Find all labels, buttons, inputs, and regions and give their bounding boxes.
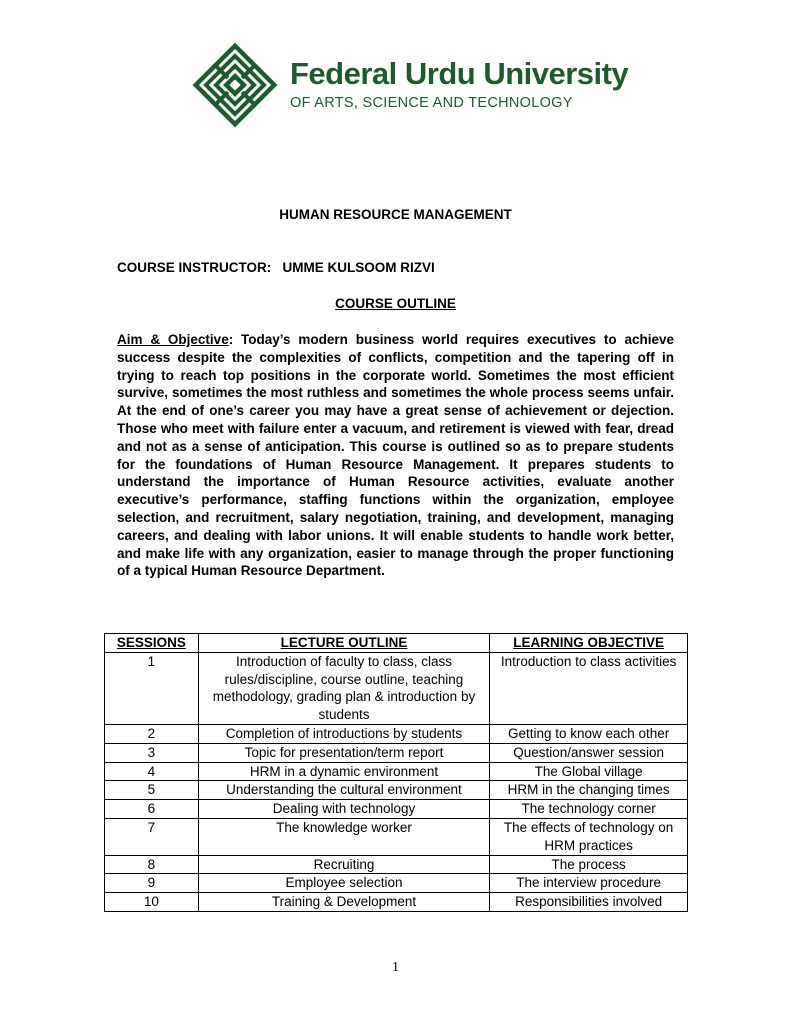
session-number: 6 bbox=[105, 800, 199, 819]
page-number: 1 bbox=[392, 960, 399, 975]
learning-objective: The interview procedure bbox=[490, 874, 688, 893]
session-number: 10 bbox=[105, 893, 199, 912]
table-row bbox=[105, 652, 688, 724]
lecture-outline: Topic for presentation/term report bbox=[198, 743, 489, 762]
lecture-outline: Employee selection bbox=[198, 874, 489, 893]
university-name: Federal Urdu University bbox=[290, 56, 629, 91]
session-number: 9 bbox=[105, 874, 199, 893]
lecture-outline: Recruiting bbox=[198, 855, 489, 874]
learning-objective: Responsibilities involved bbox=[490, 893, 688, 912]
header-learning-objective: LEARNING OBJECTIVE bbox=[490, 634, 688, 653]
document-title: HUMAN RESOURCE MANAGEMENT bbox=[279, 207, 512, 222]
lecture-outline: Understanding the cultural environment bbox=[198, 781, 489, 800]
aim-objective-paragraph bbox=[117, 331, 674, 580]
learning-objective: The Global village bbox=[490, 762, 688, 781]
table-row bbox=[105, 781, 688, 800]
lecture-outline: HRM in a dynamic environment bbox=[198, 762, 489, 781]
sessions-table bbox=[104, 633, 688, 912]
learning-objective: The effects of technology on HRM practices bbox=[490, 818, 688, 855]
session-number: 2 bbox=[105, 724, 199, 743]
lecture-outline: Completion of introductions by students bbox=[198, 724, 489, 743]
learning-objective: HRM in the changing times bbox=[490, 781, 688, 800]
session-number: 5 bbox=[105, 781, 199, 800]
header-lecture-outline: LECTURE OUTLINE bbox=[198, 634, 489, 653]
course-outline-heading: COURSE OUTLINE bbox=[335, 296, 456, 311]
learning-objective: Getting to know each other bbox=[490, 724, 688, 743]
table-row bbox=[105, 855, 688, 874]
session-number: 4 bbox=[105, 762, 199, 781]
learning-objective: The technology corner bbox=[490, 800, 688, 819]
table-row bbox=[105, 893, 688, 912]
table-row bbox=[105, 724, 688, 743]
aim-objective-label: Aim & Objective bbox=[117, 332, 229, 347]
table-header-row bbox=[105, 634, 688, 653]
learning-objective: The process bbox=[490, 855, 688, 874]
university-subtitle: OF ARTS, SCIENCE AND TECHNOLOGY bbox=[290, 95, 573, 111]
lecture-outline: Introduction of faculty to class, class rules/discipline, course outline, teaching methodology, grading plan & introduction by students bbox=[198, 652, 489, 724]
table-row bbox=[105, 762, 688, 781]
lecture-outline: Dealing with technology bbox=[198, 800, 489, 819]
learning-objective: Introduction to class activities bbox=[490, 652, 688, 724]
session-number: 1 bbox=[105, 652, 199, 724]
learning-objective: Question/answer session bbox=[490, 743, 688, 762]
session-number: 3 bbox=[105, 743, 199, 762]
table-row bbox=[105, 874, 688, 893]
lecture-outline: Training & Development bbox=[198, 893, 489, 912]
lecture-outline: The knowledge worker bbox=[198, 818, 489, 855]
header-sessions: SESSIONS bbox=[105, 634, 199, 653]
table-row bbox=[105, 743, 688, 762]
university-emblem-logo bbox=[190, 40, 280, 130]
table-row bbox=[105, 800, 688, 819]
course-instructor: COURSE INSTRUCTOR: UMME KULSOOM RIZVI bbox=[117, 260, 435, 275]
aim-objective-text: : Today’s modern business world requires executives to achieve success despite the complexities of conflicts, competition and the tapering off in trying to reach top positions in the corporate world. Sometimes the most efficient survive, sometimes the most ruthless and sometimes the whole process seems unfair. At the end of one’s career you may have a great sense of achievement or dejection. Those who meet with failure enter a vacuum, and retirement is viewed with fear, dread and not as a sense of anticipation. This course is outlined so as to prepare students for the foundations of Human Resource Management. It prepares students to understand the importance of Human Resource activities, evaluate another executive’s performance, staffing functions within the organization, employee selection, and recruitment, salary negotiation, training, and development, managing careers, and dealing with labor unions. It will enable students to handle work better, and make life with any organization, easier to manage through the proper functioning of a typical Human Resource Department. bbox=[117, 332, 675, 579]
table-row bbox=[105, 818, 688, 855]
session-number: 7 bbox=[105, 818, 199, 855]
session-number: 8 bbox=[105, 855, 199, 874]
